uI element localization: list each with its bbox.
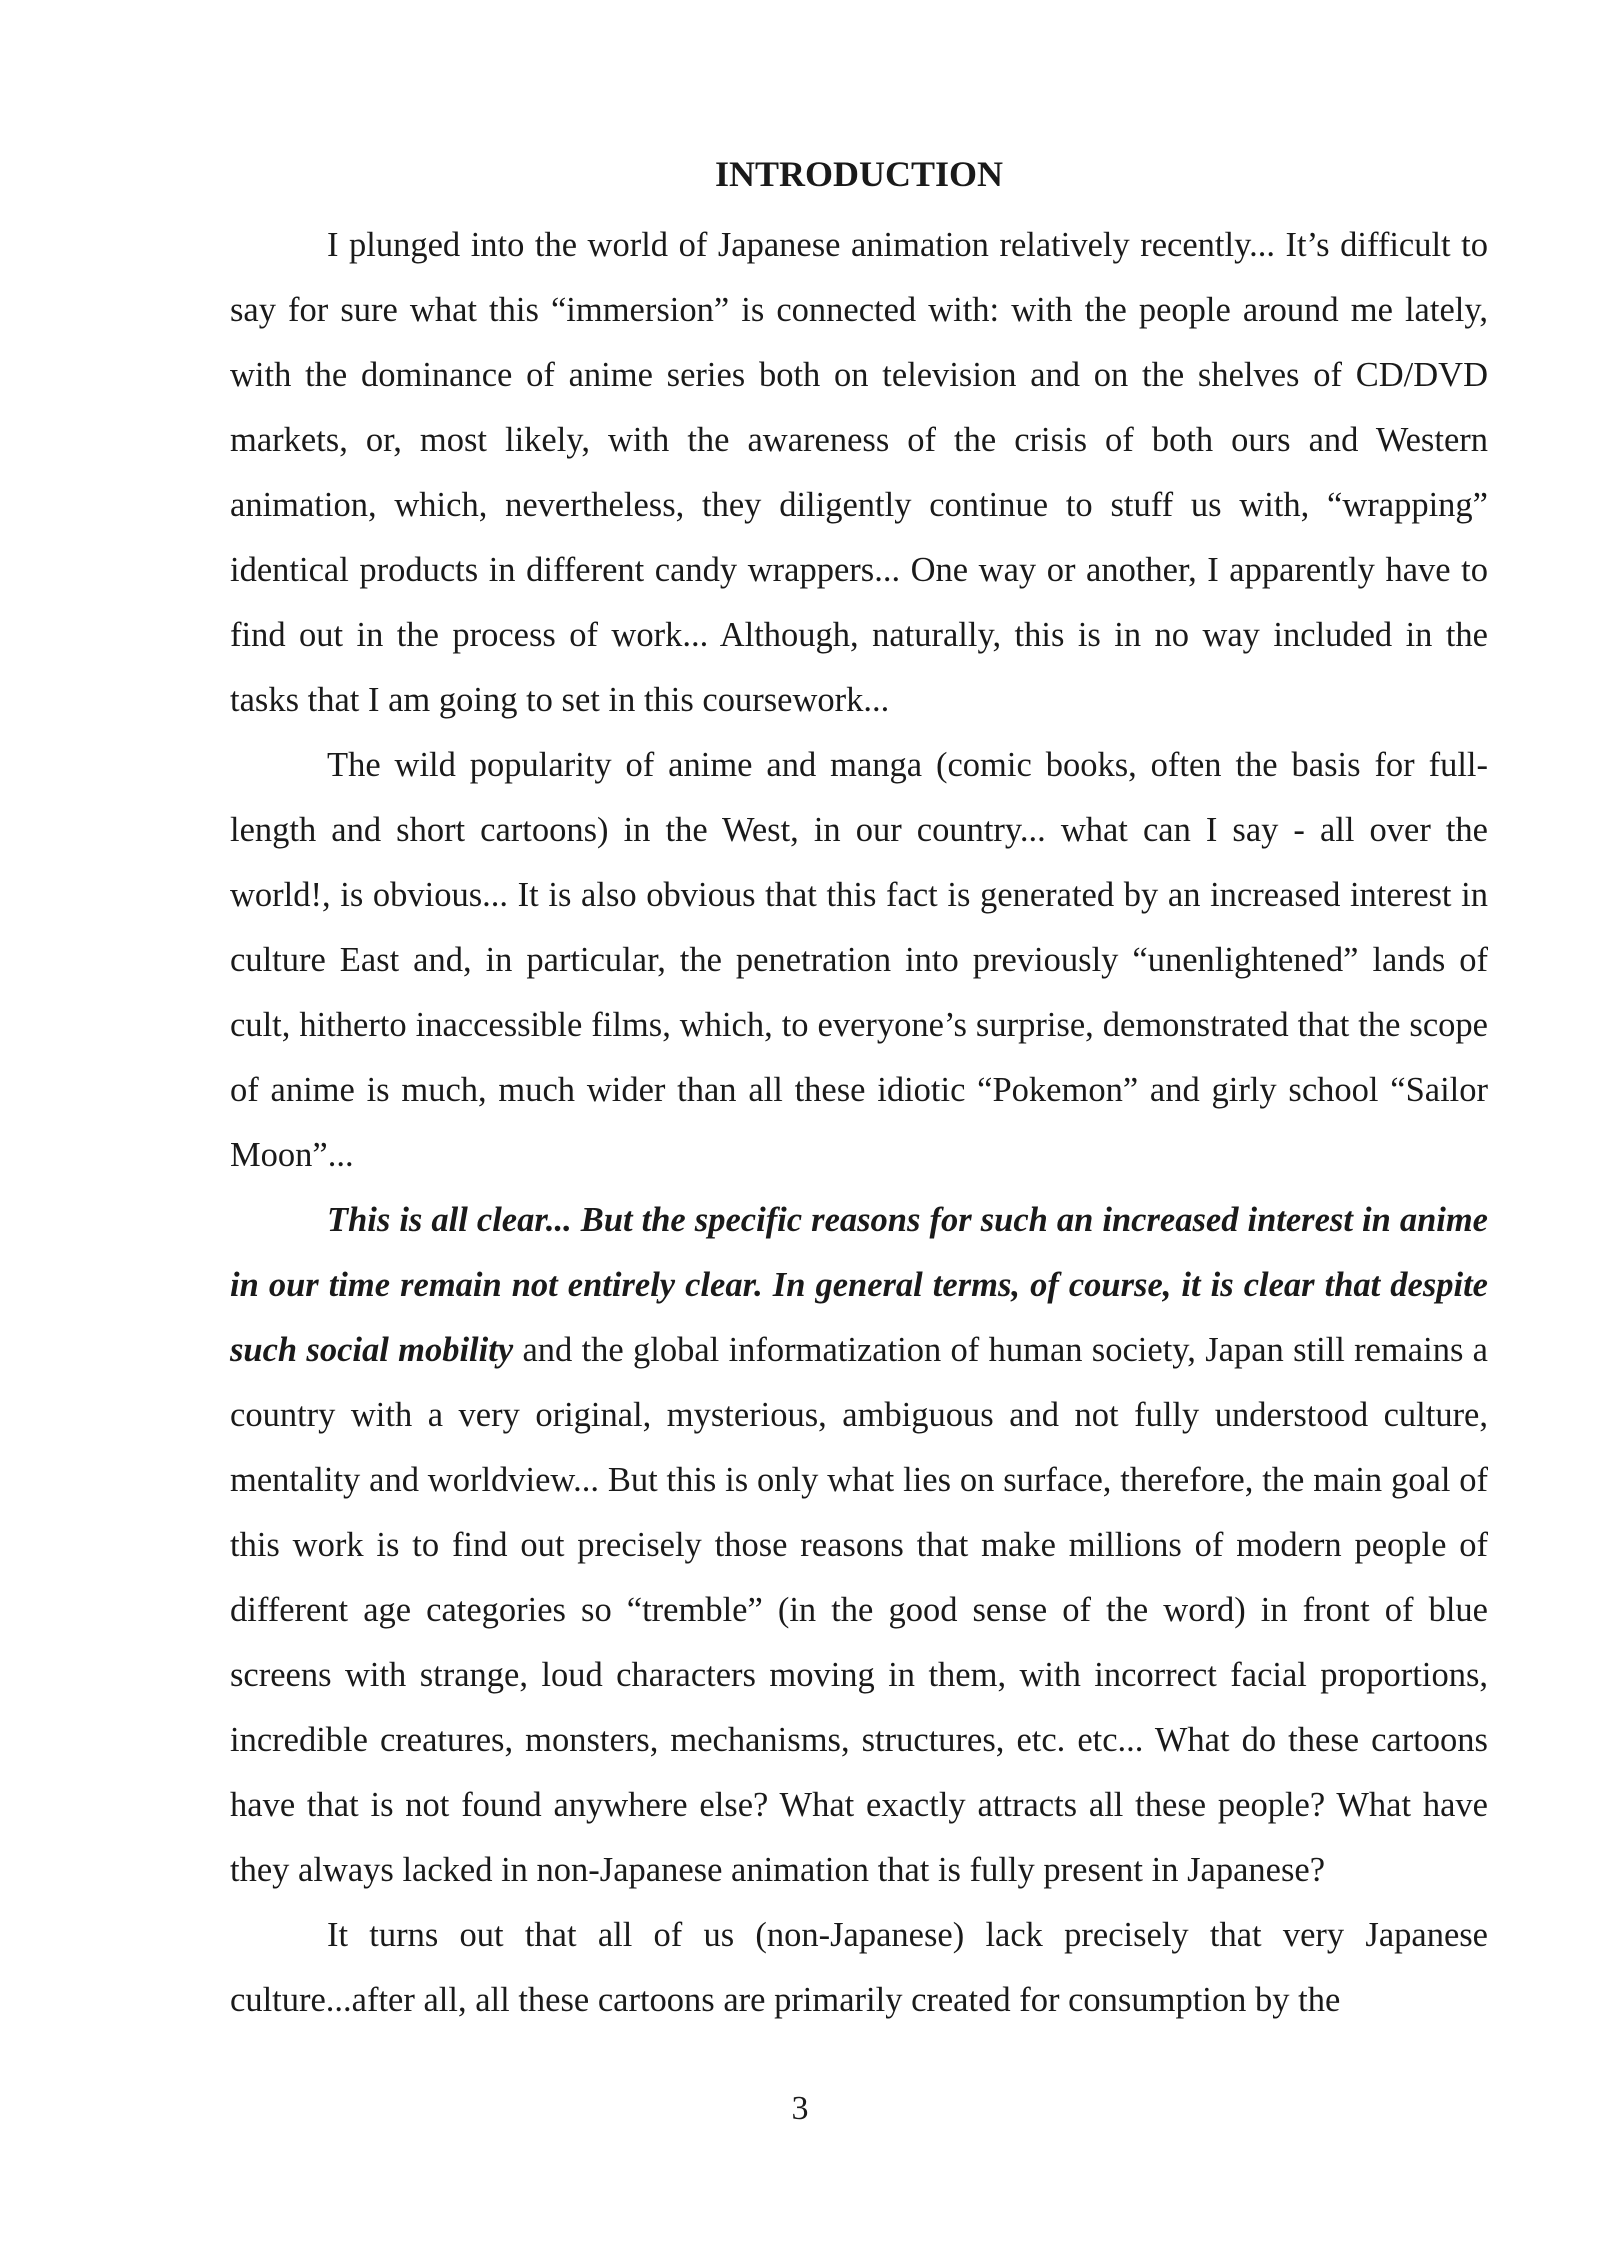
paragraph-3-text: and the global informatization of human society, Japan still remains a country with a very original, mysterious, ambiguous and not fully understood culture, mentality and worldview... But this is only what lies on surface, therefore, the main goal of this work is to find out precisely those reasons that make millions of modern people of different age categories so “tremble” (in the good sense of the word) in front of blue screens with strange, loud characters moving in them, with incorrect facial proportions, incredible creatures, monsters, mechanisms, structures, etc. etc... What do these cartoons have that is not found anywhere else? What exactly attracts all these people? What have they always lacked in non-Japanese animation that is fully present in Japanese? (230, 1331, 1488, 1889)
section-heading: INTRODUCTION (714, 154, 1004, 194)
paragraph-1: I plunged into the world of Japanese animation relatively recently... It’s difficult to say for sure what this “immersion” is connected with: with the people around me lately, with the dominance of anime series both on television and on the shelves of CD/DVD markets, or, most likely, with the awareness of the crisis of both ours and Western animation, which, nevertheless, they diligently continue to stuff us with, “wrapping” identical products in different candy wrappers... One way or another, I apparently have to find out in the process of work... Although, naturally, this is in no way included in the tasks that I am going to set in this coursework... (230, 226, 1488, 719)
paragraph-4: It turns out that all of us (non-Japanese) lack precisely that very Japanese culture...after all, all these cartoons are primarily created for consumption by the (230, 1916, 1488, 2019)
paragraph-2: The wild popularity of anime and manga (comic books, often the basis for full-length and short cartoons) in the West, in our country... what can I say - all over the world!, is obvious... It is also obvious that this fact is generated by an increased interest in culture East and, in particular, the penetration into previously “unenlightened” lands of cult, hitherto inaccessible films, which, to everyone’s surprise, demonstrated that the scope of anime is much, much wider than all these idiotic “Pokemon” and girly school “Sailor Moon”... (230, 746, 1488, 1174)
emphasized-text: This is all clear... But the specific reasons for such an increased interest in anime in our time remain not entirely clear. In general terms, of course, it is clear that despite such social mobility (230, 1201, 1488, 1369)
page-number: 3 (791, 2090, 809, 2127)
paragraph-3 (230, 1188, 1488, 1903)
page-body (230, 148, 1488, 2033)
